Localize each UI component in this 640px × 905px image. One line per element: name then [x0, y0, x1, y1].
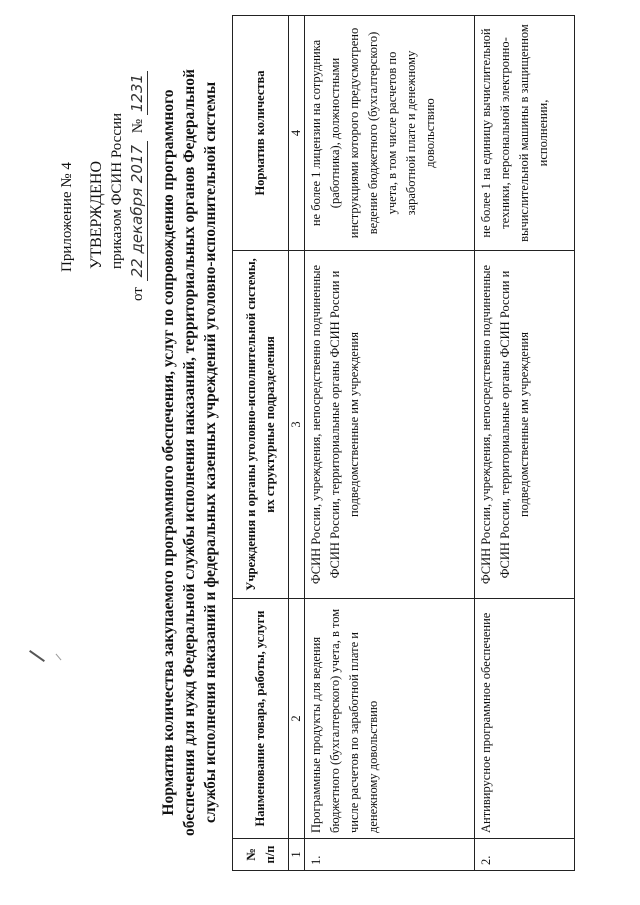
document-title	[158, 40, 221, 865]
handwritten-date: 22 декабря 2017	[128, 141, 148, 281]
row-name: Антивирусное программное обеспечение	[475, 599, 575, 839]
appendix-label: Приложение № 4	[59, 162, 75, 272]
norms-table	[232, 15, 575, 871]
table-header-row	[233, 16, 289, 871]
row-orgs: ФСИН России, учреждения, непосредственно подчиненные ФСИН России, территориальные органы ФСИН России и подведомственные им учреждения	[475, 251, 575, 599]
title-line-1: Норматив количества закупаемого программного обеспечения, услуг по сопровождению программного	[160, 89, 177, 816]
column-number-1: 1	[289, 839, 305, 871]
order-date-line	[128, 71, 148, 301]
table-row	[305, 16, 475, 871]
row-orgs: ФСИН России, учреждения, непосредственно подчиненные ФСИН России, территориальные органы ФСИН России и подведомственные им учреждения	[305, 251, 475, 599]
header-number: № п/п	[233, 839, 289, 871]
number-label: №	[130, 118, 146, 134]
approved-label: УТВЕРЖДЕНО	[88, 160, 105, 269]
handwritten-number: 1231	[128, 71, 148, 115]
pen-mark	[29, 650, 45, 662]
row-norm: не более 1 лицензии на сотрудника (работника), должностными инструкциями которого предусмотрено ведение бюджетного (бухгалтерского) учета, в том числе расчетов по заработной плате и денежному довольствию	[305, 16, 475, 251]
row-name: Программные продукты для ведения бюджетного (бухгалтерского) учета, в том числе расчетов по заработной плате и денежному довольствию	[305, 599, 475, 839]
title-line-2: обеспечения для нужд Федеральной службы исполнения наказаний, территориальных органов Федеральной	[181, 69, 198, 836]
header-norm: Норматив количества	[233, 16, 289, 251]
column-number-4: 4	[289, 16, 305, 251]
column-number-2: 2	[289, 599, 305, 839]
row-norm: не более 1 на единицу вычислительной техники, персональной электронно-вычислительной машины в защищенном исполнении,	[475, 16, 575, 251]
header-name: Наименование товара, работы, услуги	[233, 599, 289, 839]
header-orgs: Учреждения и органы уголовно-исполнительной системы, их структурные подразделения	[233, 251, 289, 599]
from-label: от	[130, 287, 146, 301]
pen-mark-2	[56, 654, 62, 661]
column-number-3: 3	[289, 251, 305, 599]
row-number: 2.	[475, 839, 575, 871]
row-number: 1.	[305, 839, 475, 871]
order-label: приказом ФСИН России	[109, 112, 125, 269]
column-number-row	[289, 16, 305, 871]
table-row	[475, 16, 575, 871]
title-line-3: службы исполнения наказаний и федеральных казенных учреждений уголовно-исполнительной системы	[202, 81, 219, 824]
